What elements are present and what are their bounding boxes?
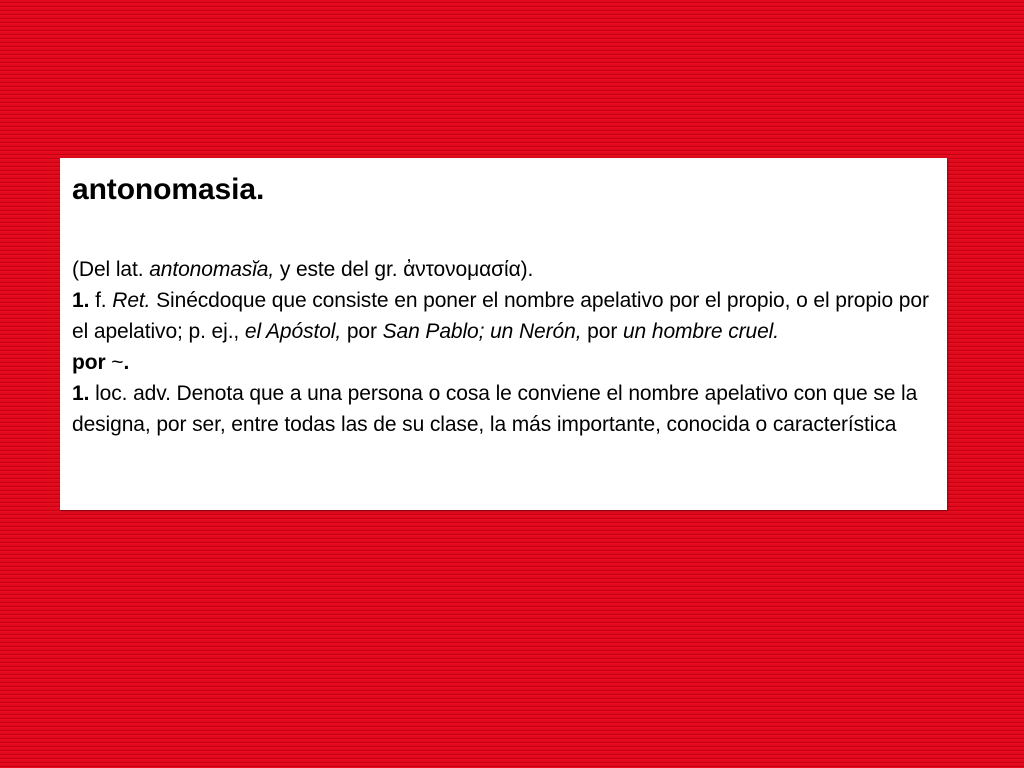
sense-1-por-2: por [581, 320, 623, 343]
definition-card [60, 158, 947, 510]
etymology [72, 254, 935, 285]
sense-1-gram: f. [89, 289, 113, 312]
sense-2-number: 1. [72, 382, 90, 405]
etymology-latin: antonomasĭa, [149, 258, 275, 281]
sense-1-example-2: San Pablo; un Nerón, [382, 320, 582, 343]
etymology-prefix: (Del lat. [72, 258, 150, 281]
sense-1-example-3: un hombre cruel. [622, 320, 779, 343]
sense-2 [72, 378, 935, 440]
sense-1-number: 1. [72, 289, 90, 312]
etymology-middle: y este del gr. [274, 258, 404, 281]
sense-1 [72, 285, 935, 347]
etymology-suffix: ). [520, 258, 534, 281]
locution-dot: . [123, 351, 130, 374]
sense-1-por-1: por [341, 320, 383, 343]
etymology-greek: ἀντονομασία [403, 258, 521, 281]
sense-1-text: Sinécdoque que consiste en poner el nombre apelativo por el propio, o el propio por el apelativo; p. ej., [72, 289, 929, 343]
headword: antonomasia. [72, 173, 265, 206]
sense-1-example-1: el Apóstol, [244, 320, 342, 343]
locution-tilde: ~ [105, 351, 124, 374]
locution [72, 347, 935, 378]
sense-1-domain: Ret. [112, 289, 151, 312]
sense-2-text: loc. adv. Denota que a una persona o cosa le conviene el nombre apelativo con que se la designa, por ser, entre todas las de su clase, la más importante, conocida o característica [72, 382, 918, 436]
locution-label: por [72, 351, 106, 374]
